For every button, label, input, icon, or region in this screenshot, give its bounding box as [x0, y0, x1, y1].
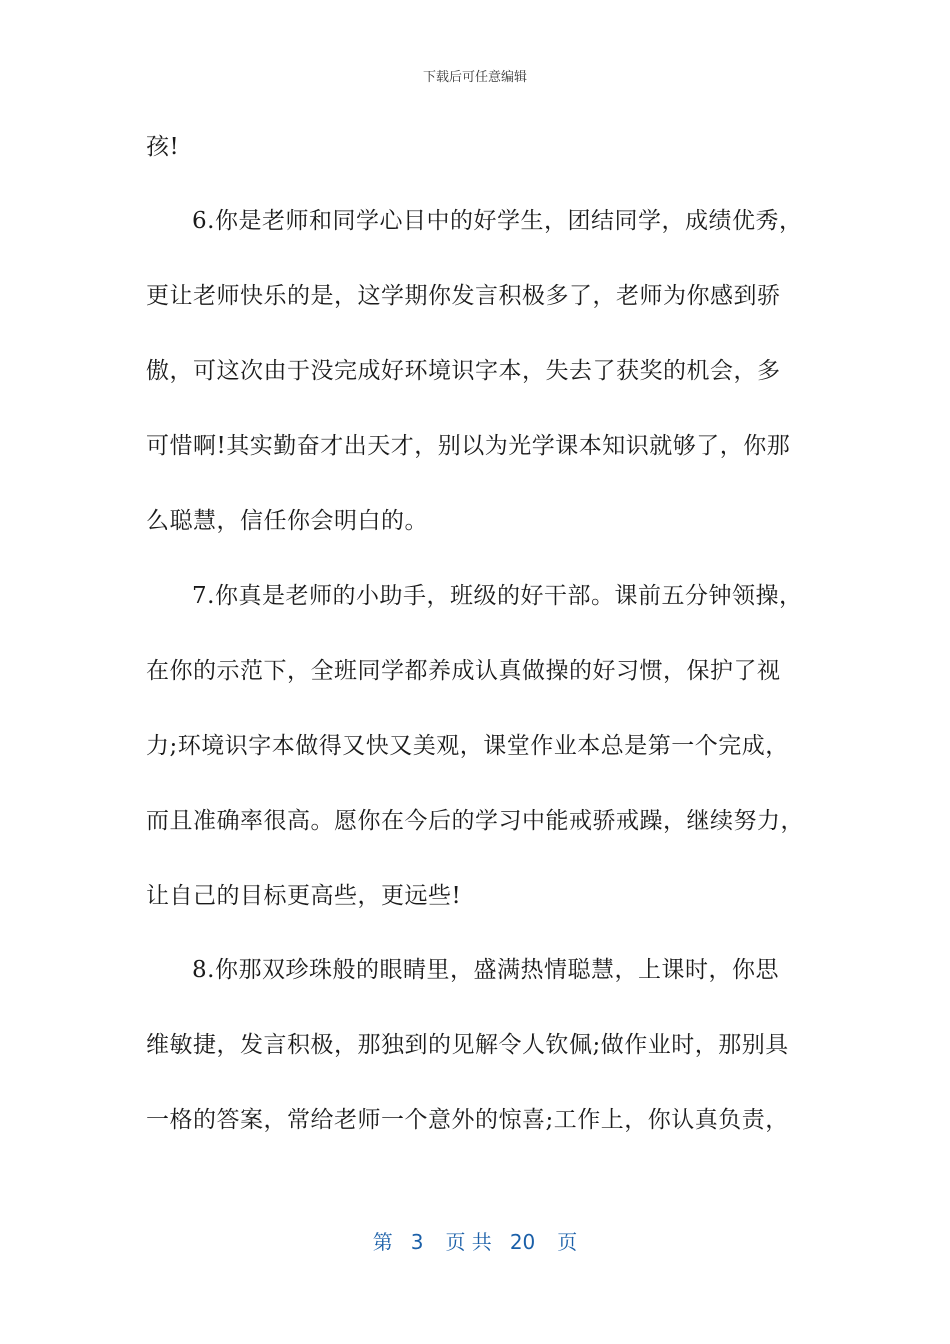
paragraph-start-line: 8.你那双珍珠般的眼睛里，盛满热情聪慧，上课时，你思	[192, 957, 779, 983]
page-footer	[0, 1226, 950, 1255]
text-line: 在你的示范下，全班同学都养成认真做操的好习惯，保护了视	[146, 658, 781, 684]
text-line: 而且准确率很高。愿你在今后的学习中能戒骄戒躁，继续努力，	[146, 808, 804, 834]
text-line: 力;环境识字本做得又快又美观，课堂作业本总是第一个完成，	[146, 733, 789, 759]
current-page-number: 3	[410, 1230, 424, 1254]
text-line: 孩!	[146, 134, 180, 160]
footer-middle: 页 共	[445, 1230, 492, 1254]
text-line: 么聪慧，信任你会明白的。	[146, 508, 428, 534]
footer-prefix: 第	[372, 1230, 393, 1254]
paragraph-start-line: 7.你真是老师的小助手，班级的好干部。课前五分钟领操，	[192, 583, 803, 609]
total-pages: 20	[509, 1230, 536, 1254]
text-line: 一格的答案，常给老师一个意外的惊喜;工作上，你认真负责，	[146, 1107, 789, 1133]
paragraph-start-line: 6.你是老师和同学心目中的好学生，团结同学，成绩优秀，	[192, 208, 803, 234]
text-line: 更让老师快乐的是，这学期你发言积极多了，老师为你感到骄	[146, 283, 781, 309]
text-line: 维敏捷，发言积极，那独到的见解令人钦佩;做作业时，那别具	[146, 1032, 789, 1058]
text-line: 让自己的目标更高些，更远些!	[146, 883, 462, 909]
text-line: 傲，可这次由于没完成好环境识字本，失去了获奖的机会，多	[146, 358, 781, 384]
footer-suffix: 页	[557, 1230, 578, 1254]
text-line: 可惜啊!其实勤奋才出天才，别以为光学课本知识就够了，你那	[146, 433, 791, 459]
header-note: 下载后可任意编辑	[422, 70, 527, 85]
